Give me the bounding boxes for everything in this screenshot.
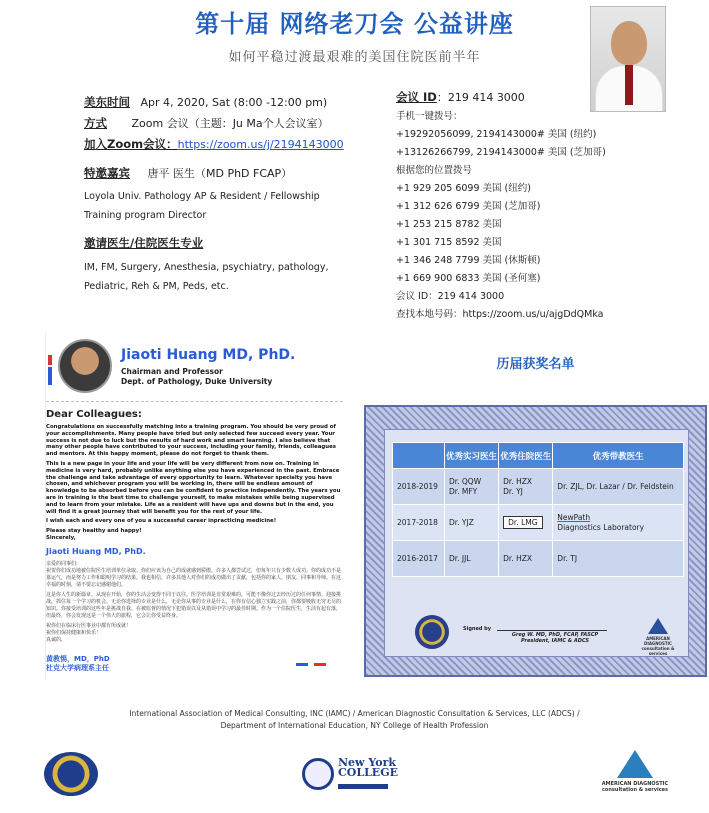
signer-text: Greg W. MD, PhD, FCAP, FASCP President, IAMC & ADCS — [511, 632, 599, 644]
award-year: 2016-2017 — [393, 541, 445, 577]
dial-line-7: +1 301 715 8592 美国 — [396, 237, 502, 248]
award-year: 2018-2019 — [393, 469, 445, 505]
award-table — [392, 442, 684, 577]
award-resident: Dr. LMG — [499, 505, 553, 541]
nycollege-seal-icon — [302, 758, 334, 790]
award-resident: Dr. HZX — [499, 541, 553, 577]
signed-by-label: Signed by — [463, 626, 492, 632]
meeting-id-label: 会议 ID — [396, 90, 437, 104]
footer-orgs: International Association of Medical Consulting, INC (IAMC) / American Diagnostic Consultation & Services, LLC (ADCS) / — [129, 709, 580, 718]
method-label: 方式 — [84, 116, 107, 130]
award-title: 历届获奖名单 — [496, 357, 575, 372]
table-row — [393, 469, 684, 505]
award-teacher: Dr. ZJL, Dr. Lazar / Dr. Feldstein — [553, 469, 684, 505]
method-value: Zoom 会议（主题：Ju Ma个人会议室） — [131, 117, 329, 130]
award-intern: Dr. YJZ — [444, 505, 498, 541]
award-certificate — [364, 405, 707, 677]
dial-line-0: 手机一键拨号： — [396, 111, 463, 122]
dial-line-10: 会议 ID：219 414 3000 — [396, 291, 505, 302]
decor-dots — [296, 663, 336, 666]
join-label: 加入Zoom会议： — [84, 137, 178, 151]
author-role: Chairman and Professor Dept. of Pathology, Duke University — [121, 367, 273, 386]
adc-footer-logo: AMERICAN DIAGNOSTIC consultation & services — [597, 750, 673, 793]
guest-line2: Training program Director — [84, 210, 207, 221]
dial-line-9: +1 669 900 6833 美国 (圣何塞) — [396, 273, 541, 284]
award-year: 2017-2018 — [393, 505, 445, 541]
letter-body-cn: 亲爱的同事们: 祝贺你们成功地被住院医生培训单位录取。你们应该为自己的成就感到骄傲。许多人都尝试过，但每年只有少数人成功。你的成功不是靠运气，而是努力工作和聪明学习的结果。我也相信，许多其他人对你们的成功做出了贡献，包括你的家人、朋友、同事和导师。在这幸福的时刻，请不要忘记感谢他们。 这是你人生的新篇章。从现在开始，你的生活会变得不同于以往。医学培训是非常艰难的，可能不像你过去经历过的任何事情。迎接挑战，抓住每一个学习的机会。无论你选择的专业是什么，无论你从事的专业是什么，在你有信心独立实践之前，你都要吸收无穷无尽的知识。你接受培训的这些年是挑战自我、在被监督的情况下犯错误以及从错误中学习的最佳时期。作为一个住院医生，生活有起有落，但最终，你会发现这是一个伟大的旅程，它会让你受益终身。 祝你们在临床行医事业中都有所成就！ 祝你们保持健康和快乐！ 真诚的, — [46, 561, 342, 643]
time-label: 美东时间 — [84, 95, 130, 109]
author-avatar — [58, 339, 112, 393]
adc-triangle-icon — [617, 750, 653, 778]
table-row — [393, 541, 684, 577]
invite-label: 邀请医生/住院医生专业 — [84, 236, 204, 250]
dial-line-3: 根据您的位置拨号 — [396, 165, 473, 176]
award-resident: Dr. HZX Dr. YJ — [499, 469, 553, 505]
iamc-seal-icon — [415, 615, 449, 649]
invite-line2: Pediatric, Reh & PM, Peds, etc. — [84, 281, 229, 292]
dial-line-5: +1 312 626 6799 美国 (芝加哥) — [396, 201, 541, 212]
adc-logo-icon: AMERICAN DIAGNOSTIC consultation & services — [633, 618, 683, 656]
award-teacher: Dr. TJ — [553, 541, 684, 577]
award-intern: Dr. QQW Dr. MFY — [444, 469, 498, 505]
letter-body: Congratulations on successfully matching into a training program. You should be very proud of your accomplishments. Many people have tried but only selected few succeed every year. Your success is not due to luck but the results of hard work and smart learning. I also believe that many other people have contributed to your success, including your family, friends, colleagues and mentors. At this happy moment, please do not forget to thank them. This is a new page in your life and your life will be very different from now on. Training in medicine is very hard, probably unlike anything else you have experienced in the past. Embrace the challenge and take advantage of every opportunity to learn. Whatever specialty you have chosen, and whichever program you will be working in, there will be endless amount of knowledge to be absorbed before you can be confident to practice independently. The years you are in training is the best time to challenge yourself, to make mistakes while being supervised and to learn from your mistake. Life as a resident will have ups and downs but in the end, you will find it a great journey that will benefit you for the rest of your life. I wish each and every one of you a successful career inpracticing medicine! Please stay healthy and happy! Sincerely, — [46, 424, 341, 541]
guest-label: 特邀嘉宾 — [84, 166, 130, 180]
page-subtitle: 如何平稳过渡最艰难的美国住院医前半年 — [228, 50, 481, 65]
award-teacher: NewPath Diagnostics Laboratory — [553, 505, 684, 541]
iamc-logo-icon — [44, 752, 98, 796]
letter-signature-cn: 黄教惕，MD，PhD 杜克大学病理系主任 — [46, 655, 110, 672]
dial-line-1: +19292056099, 2194143000# 美国 (纽约) — [396, 129, 597, 140]
award-panel — [362, 333, 709, 678]
award-header-intern: 优秀实习医生 — [444, 443, 498, 469]
award-intern: Dr. JJL — [444, 541, 498, 577]
time-value: Apr 4, 2020, Sat (8:00 -12:00 pm) — [140, 96, 328, 109]
dial-line-6: +1 253 215 8782 美国 — [396, 219, 502, 230]
page-title: 第十届 网络老刀会 公益讲座 — [195, 10, 514, 38]
award-header-resident: 优秀住院医生 — [499, 443, 553, 469]
event-details — [84, 92, 384, 296]
meeting-id-value: 219 414 3000 — [447, 91, 525, 104]
letter-signature: Jiaoti Huang MD, PhD. — [46, 547, 146, 556]
footer-dept: Department of International Education, NY College of Health Profession — [220, 721, 489, 730]
author-name: Jiaoti Huang MD, PhD. — [121, 347, 296, 363]
dial-line-8: +1 346 248 7799 美国 (休斯顿) — [396, 255, 541, 266]
decor-bars — [48, 355, 52, 385]
congratulation-letter — [45, 333, 342, 678]
table-row — [393, 505, 684, 541]
meeting-info: 会议 ID：219 414 3000 手机一键拨号： +19292056099, 2194143000# 美国 (纽约) +13126266799, 2194143000# 美国 (芝加哥) 根据您的位置拨号 +1 929 205 6099 美国 (纽约) +1 312 626 6799 美国 (芝加哥) +1 253 215 8782 美国 +1 301 715 8592 美国 +1 346 248 7799 美国 (休斯顿) +1 669 900 6833 美国 (圣何塞) 会议 ID：219 414 3000 查找本地号码：https://zoom.us/u/ajgDdQMka — [396, 88, 696, 324]
dial-line-4: +1 929 205 6099 美国 (纽约) — [396, 183, 531, 194]
zoom-link[interactable]: https://zoom.us/j/2194143000 — [177, 138, 344, 151]
dial-line-11[interactable]: 查找本地号码：https://zoom.us/u/ajgDdQMka — [396, 309, 604, 320]
nycollege-logo: New York COLLEGE — [302, 758, 392, 794]
dial-line-2: +13126266799, 2194143000# 美国 (芝加哥) — [396, 147, 606, 158]
guest-line1: Loyola Univ. Pathology AP & Resident / Fellowship — [84, 191, 320, 202]
guest-name: 唐平 医生（MD PhD FCAP） — [147, 167, 293, 180]
award-header-teacher: 优秀带教医生 — [553, 443, 684, 469]
letter-greeting: Dear Colleagues: — [46, 409, 142, 420]
award-header-year — [393, 443, 445, 469]
invite-line1: IM, FM, Surgery, Anesthesia, psychiatry, pathology, — [84, 262, 329, 273]
